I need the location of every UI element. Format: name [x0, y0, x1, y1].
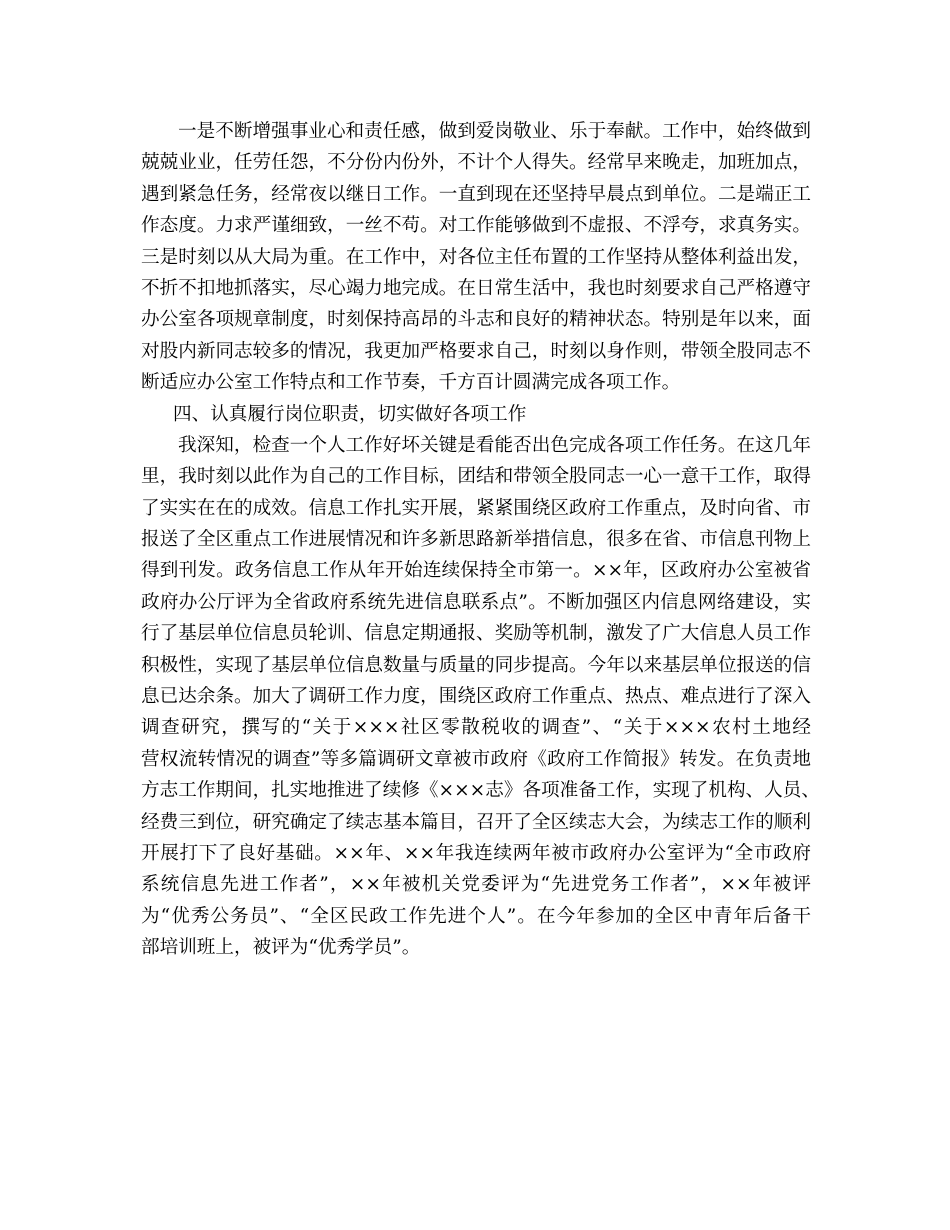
paragraph-line: 我深知，检查一个人工作好坏关键是看能否出色完成各项工作任务。在这几年 — [178, 434, 811, 456]
paragraph-line: 开展打下了良好基础。××年、××年我连续两年被市政府办公室评为“全市政府 — [141, 842, 811, 864]
paragraph-line: 调查研究，撰写的“关于×××社区零散税收的调查”、“关于×××农村土地经 — [141, 717, 811, 739]
paragraph-line: 积极性，实现了基层单位信息数量与质量的同步提高。今年以来基层单位报送的信 — [141, 654, 811, 676]
paragraph-line: 不折不扣地抓落实，尽心竭力地完成。在日常生活中，我也时刻要求自己严格遵守 — [141, 277, 811, 299]
paragraph-line: 息已达余条。加大了调研工作力度，围绕区政府工作重点、热点、难点进行了深入 — [141, 686, 811, 708]
paragraph-line: 得到刊发。政务信息工作从年开始连续保持全市第一。××年，区政府办公室被省 — [141, 560, 811, 582]
section-heading: 四、认真履行岗位职责，切实做好各项工作 — [173, 403, 527, 425]
paragraph-line: 兢兢业业，任劳任怨，不分份内份外，不计个人得失。经常早来晚走，加班加点， — [141, 152, 811, 174]
paragraph-line: 一是不断增强事业心和责任感，做到爱岗敬业、乐于奉献。工作中，始终做到 — [178, 121, 811, 142]
paragraph-line: 政府办公厅评为全省政府系统先进信息联系点”。不断加强区内信息网络建设，实 — [141, 591, 811, 613]
paragraph-line: 为“优秀公务员”、“全区民政工作先进个人”。在今年参加的全区中青年后备干 — [141, 905, 811, 927]
paragraph-line: 断适应办公室工作特点和工作节奏，千方百计圆满完成各项工作。 — [141, 372, 681, 394]
paragraph-line: 对股内新同志较多的情况，我更加严格要求自己，时刻以身作则，带领全股同志不 — [141, 340, 811, 362]
paragraph-line: 里，我时刻以此作为自己的工作目标，团结和带领全股同志一心一意干工作，取得 — [141, 466, 811, 488]
paragraph-line: 办公室各项规章制度，时刻保持高昂的斗志和良好的精神状态。特别是年以来，面 — [141, 309, 811, 331]
paragraph-line: 报送了全区重点工作进展情况和许多新思路新举措信息，很多在省、市信息刊物上 — [141, 529, 811, 551]
paragraph-line: 三是时刻以从大局为重。在工作中，对各位主任布置的工作坚持从整体利益出发， — [141, 246, 811, 268]
paragraph-line: 方志工作期间，扎实地推进了续修《×××志》各项准备工作，实现了机构、人员、 — [141, 780, 820, 802]
paragraph-line: 作态度。力求严谨细致，一丝不苟。对工作能够做到不虚报、不浮夸，求真务实。 — [141, 215, 811, 237]
paragraph-line: 行了基层单位信息员轮训、信息定期通报、奖励等机制，激发了广大信息人员工作 — [141, 623, 811, 645]
paragraph-line: 了实实在在的成效。信息工作扎实开展，紧紧围绕区政府工作重点，及时向省、市 — [141, 497, 811, 519]
paragraph-line: 遇到紧急任务，经常夜以继日工作。一直到现在还坚持早晨点到单位。二是端正工 — [141, 183, 811, 205]
paragraph-line: 部培训班上，被评为“优秀学员”。 — [141, 937, 421, 959]
paragraph-line: 经费三到位，研究确定了续志基本篇目，召开了全区续志大会，为续志工作的顺利 — [141, 811, 811, 833]
paragraph-line: 营权流转情况的调查”等多篇调研文章被市政府《政府工作简报》转发。在负责地 — [141, 748, 811, 770]
paragraph-line: 系统信息先进工作者”，××年被机关党委评为“先进党务工作者”，××年被评 — [141, 874, 811, 896]
document-body — [141, 116, 820, 964]
